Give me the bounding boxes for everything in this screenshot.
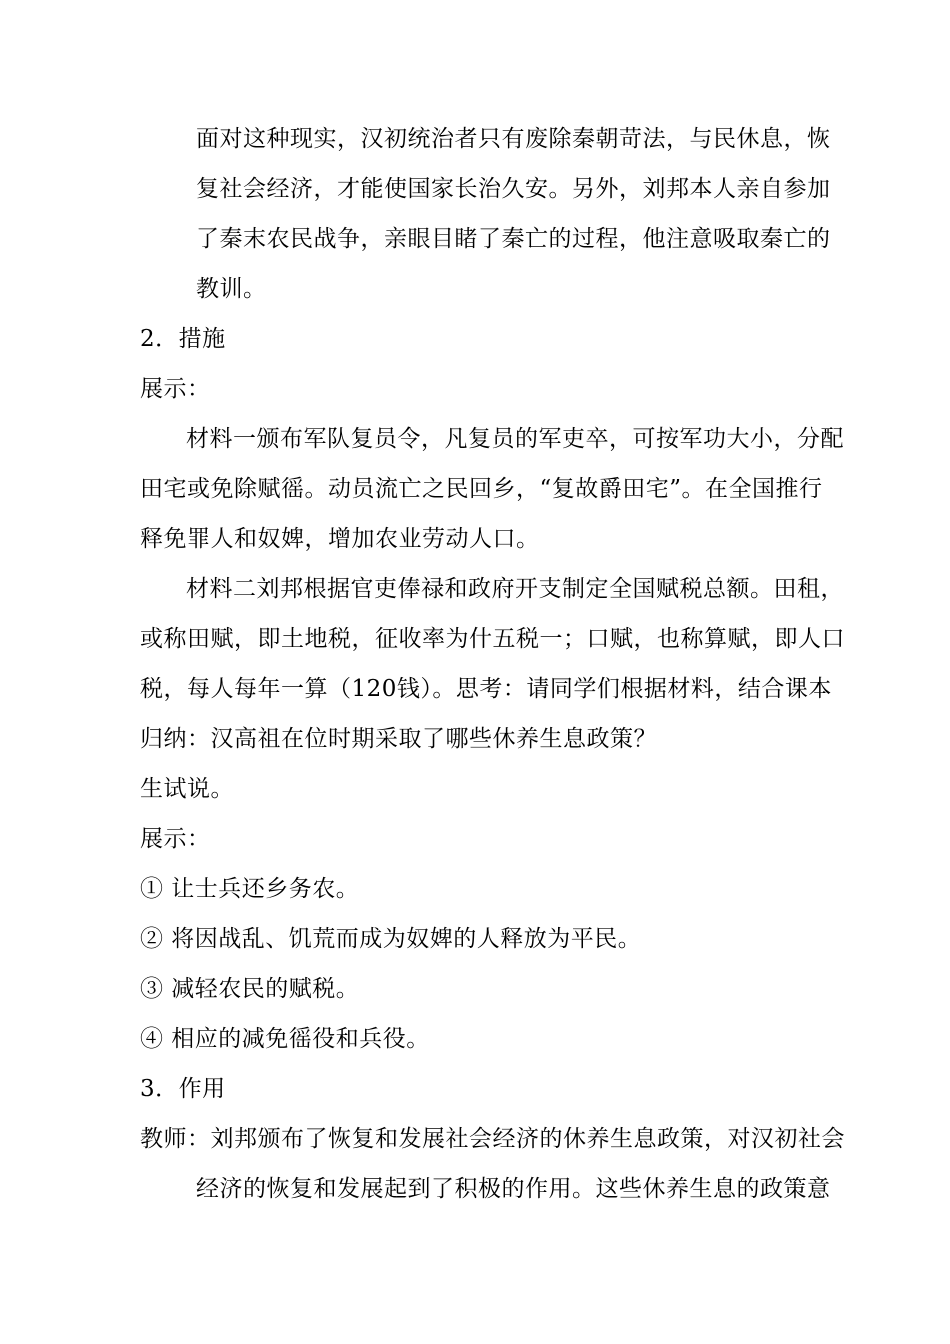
intro-line-2: 复社会经济，才能使国家长治久安。另外，刘邦本人亲自参加: [196, 176, 831, 202]
policy-point-3: ③ 减轻农民的赋税。: [140, 976, 360, 1002]
material-2-line-1: 材料二刘邦根据官吏俸禄和政府开支制定全国赋税总额。田租，: [186, 576, 844, 602]
material-2-line-2: 或称田赋，即土地税，征收率为什五税一；口赋，也称算赋，即人口: [140, 626, 845, 652]
student-response: 生试说。: [140, 776, 234, 802]
section-3-heading: 3．作用: [140, 1076, 226, 1102]
policy-point-1: ① 让士兵还乡务农。: [140, 876, 360, 902]
policy-point-4: ④ 相应的减免徭役和兵役。: [140, 1026, 430, 1052]
section-2-heading: 2．措施: [140, 326, 226, 352]
intro-line-4: 教训。: [196, 276, 267, 302]
policy-point-2: ② 将因战乱、饥荒而成为奴婢的人释放为平民。: [140, 926, 642, 952]
material-1-line-3: 释免罪人和奴婢，增加农业劳动人口。: [140, 526, 540, 552]
teacher-line-1: 教师：刘邦颁布了恢复和发展社会经济的休养生息政策，对汉初社会: [140, 1126, 845, 1152]
show-label: 展示：: [140, 376, 211, 402]
show-label-2: 展示：: [140, 826, 211, 852]
material-1-line-2: 田宅或免除赋徭。动员流亡之民回乡，“复故爵田宅”。在全国推行: [140, 476, 823, 502]
material-2-line-3: 税，每人每年一算（120钱）。思考：请同学们根据材料，结合课本: [140, 676, 832, 702]
intro-line-3: 了秦末农民战争，亲眼目睹了秦亡的过程，他注意吸取秦亡的: [196, 226, 831, 252]
teacher-line-2: 经济的恢复和发展起到了积极的作用。这些休养生息的政策意: [196, 1176, 831, 1202]
material-1-line-1: 材料一颁布军队复员令，凡复员的军吏卒，可按军功大小，分配: [186, 426, 844, 452]
material-2-line-4: 归纳：汉高祖在位时期采取了哪些休养生息政策？: [140, 726, 657, 752]
intro-line-1: 面对这种现实，汉初统治者只有废除秦朝苛法，与民休息，恢: [196, 126, 831, 152]
